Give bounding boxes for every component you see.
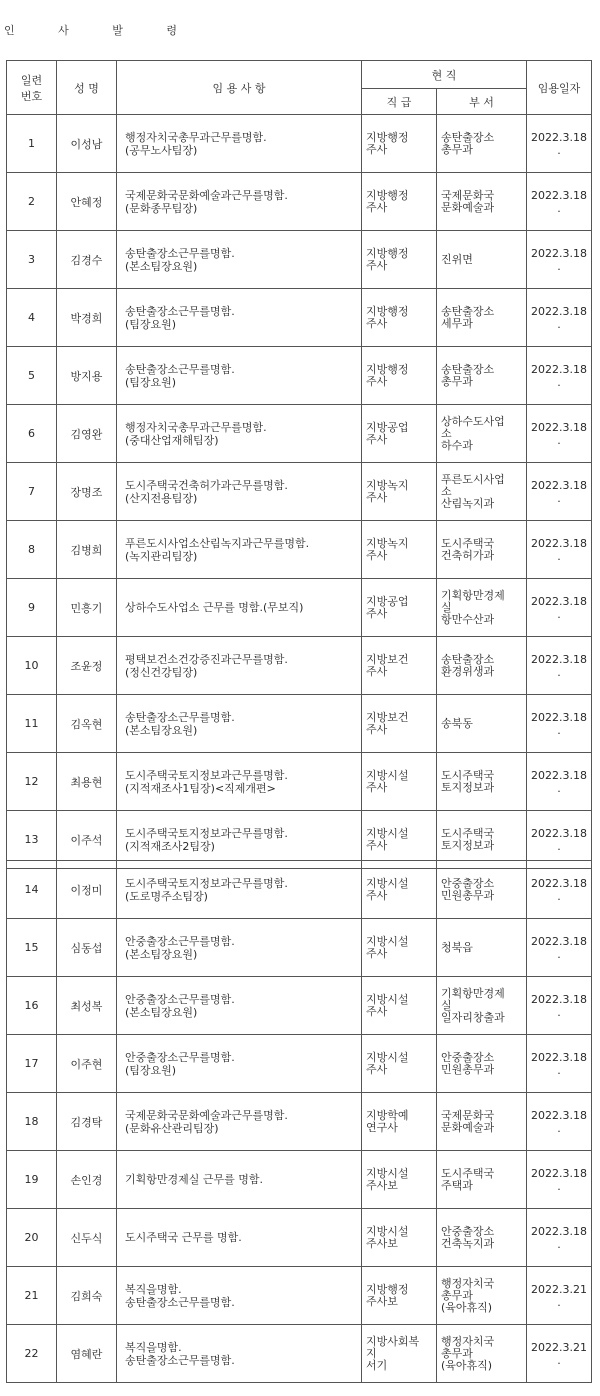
- row-appointment: 도시주택국건축허가과근무를명함. (산지전용팀장): [117, 463, 362, 521]
- row-rank: 지방시설 주사보: [362, 1209, 437, 1267]
- row-department: 안중출장소 민원총무과: [437, 861, 527, 919]
- row-appointment: 도시주택국토지정보과근무를명함. (도로명주소팀장): [117, 861, 362, 919]
- row-appointment: 국제문화국문화예술과근무를명함. (문화유산관리팀장): [117, 1093, 362, 1151]
- row-date: 2022.3.18 .: [527, 919, 592, 977]
- row-rank: 지방사회복 지 서기: [362, 1325, 437, 1383]
- row-department: 상하수도사업 소 하수과: [437, 405, 527, 463]
- row-appointment: 송탄출장소근무를명함. (본소팀장요원): [117, 231, 362, 289]
- row-name: 안혜정: [57, 173, 117, 231]
- row-appointment: 도시주택국토지정보과근무를명함. (지적재조사1팀장)<직제개편>: [117, 753, 362, 811]
- row-appointment: 행정자치국총무과근무를명함. (중대산업재해팀장): [117, 405, 362, 463]
- row-appointment: 평택보건소건강증진과근무를명함. (정신건강팀장): [117, 637, 362, 695]
- table-row: [7, 919, 592, 977]
- row-appointment: 복직을명함. 송탄출장소근무를명함.: [117, 1325, 362, 1383]
- row-date: 2022.3.18 .: [527, 231, 592, 289]
- row-name: 박경희: [57, 289, 117, 347]
- row-name: 김옥현: [57, 695, 117, 753]
- document-title: 인 사 발 령: [4, 24, 197, 37]
- row-name: 김경탁: [57, 1093, 117, 1151]
- table-row: [7, 405, 592, 463]
- row-date: 2022.3.18 .: [527, 753, 592, 811]
- row-number: 4: [7, 289, 57, 347]
- table-row: [7, 1267, 592, 1325]
- table-row: [7, 289, 592, 347]
- row-date: 2022.3.21 .: [527, 1267, 592, 1325]
- row-name: 김병희: [57, 521, 117, 579]
- row-department: 기획항만경제 실 항만수산과: [437, 579, 527, 637]
- row-department: 송탄출장소 총무과: [437, 347, 527, 405]
- row-name: 최성복: [57, 977, 117, 1035]
- row-appointment: 안중출장소근무를명함. (본소팀장요원): [117, 919, 362, 977]
- row-date: 2022.3.18 .: [527, 637, 592, 695]
- row-department: 도시주택국 토지정보과: [437, 753, 527, 811]
- table-row: [7, 115, 592, 173]
- row-department: 도시주택국 건축허가과: [437, 521, 527, 579]
- row-name: 이주석: [57, 811, 117, 869]
- row-rank: 지방공업 주사: [362, 579, 437, 637]
- row-name: 최용현: [57, 753, 117, 811]
- row-rank: 지방시설 주사: [362, 811, 437, 869]
- row-number: 13: [7, 811, 57, 869]
- row-appointment: 도시주택국 근무를 명함.: [117, 1209, 362, 1267]
- row-number: 22: [7, 1325, 57, 1383]
- row-department: 도시주택국 토지정보과: [437, 811, 527, 869]
- row-appointment: 기획항만경제실 근무를 명함.: [117, 1151, 362, 1209]
- row-appointment: 안중출장소근무를명함. (본소팀장요원): [117, 977, 362, 1035]
- table-row: [7, 463, 592, 521]
- row-department: 행정자치국 총무과 (육아휴직): [437, 1325, 527, 1383]
- row-department: 푸른도시사업 소 산림녹지과: [437, 463, 527, 521]
- header-rank: 직 급: [362, 89, 437, 115]
- row-name: 손인경: [57, 1151, 117, 1209]
- row-department: 안중출장소 건축녹지과: [437, 1209, 527, 1267]
- table-row: [7, 173, 592, 231]
- row-number: 6: [7, 405, 57, 463]
- row-rank: 지방학예 연구사: [362, 1093, 437, 1151]
- row-date: 2022.3.18 .: [527, 977, 592, 1035]
- header-no: 일련 번호: [7, 61, 57, 115]
- row-department: 송북동: [437, 695, 527, 753]
- table-row: [7, 977, 592, 1035]
- row-date: 2022.3.18 .: [527, 811, 592, 869]
- header-dept: 부 서: [437, 89, 527, 115]
- row-number: 11: [7, 695, 57, 753]
- row-date: 2022.3.18 .: [527, 347, 592, 405]
- row-department: 청북읍: [437, 919, 527, 977]
- row-name: 민흥기: [57, 579, 117, 637]
- row-number: 14: [7, 861, 57, 919]
- row-name: 조윤정: [57, 637, 117, 695]
- table-row: [7, 1151, 592, 1209]
- row-rank: 지방행정 주사: [362, 289, 437, 347]
- row-name: 이정미: [57, 861, 117, 919]
- row-number: 15: [7, 919, 57, 977]
- row-name: 방지용: [57, 347, 117, 405]
- row-rank: 지방시설 주사보: [362, 1151, 437, 1209]
- table-row: [7, 1209, 592, 1267]
- row-name: 김경수: [57, 231, 117, 289]
- row-number: 9: [7, 579, 57, 637]
- table-row: [7, 1035, 592, 1093]
- row-rank: 지방녹지 주사: [362, 463, 437, 521]
- table-row: [7, 1325, 592, 1383]
- row-number: 10: [7, 637, 57, 695]
- row-appointment: 송탄출장소근무를명함. (팀장요원): [117, 289, 362, 347]
- table-row: [7, 753, 592, 811]
- row-appointment: 행정자치국총무과근무를명함. (공무노사팀장): [117, 115, 362, 173]
- table-row: [7, 347, 592, 405]
- table-row: [7, 695, 592, 753]
- row-date: 2022.3.18 .: [527, 579, 592, 637]
- row-appointment: 송탄출장소근무를명함. (본소팀장요원): [117, 695, 362, 753]
- row-name: 심동섭: [57, 919, 117, 977]
- row-department: 송탄출장소 세무과: [437, 289, 527, 347]
- row-name: 김희숙: [57, 1267, 117, 1325]
- row-date: 2022.3.18 .: [527, 521, 592, 579]
- row-number: 16: [7, 977, 57, 1035]
- row-department: 송탄출장소 환경위생과: [437, 637, 527, 695]
- table-row: [7, 231, 592, 289]
- row-department: 도시주택국 주택과: [437, 1151, 527, 1209]
- row-appointment: 푸른도시사업소산림녹지과근무를명함. (녹지관리팀장): [117, 521, 362, 579]
- table-row: [7, 521, 592, 579]
- row-date: 2022.3.18 .: [527, 289, 592, 347]
- row-department: 안중출장소 민원총무과: [437, 1035, 527, 1093]
- row-number: 20: [7, 1209, 57, 1267]
- row-name: 이성남: [57, 115, 117, 173]
- row-department: 국제문화국 문화예술과: [437, 1093, 527, 1151]
- row-rank: 지방시설 주사: [362, 861, 437, 919]
- row-number: 2: [7, 173, 57, 231]
- row-date: 2022.3.18 .: [527, 1035, 592, 1093]
- table-row: [7, 1093, 592, 1151]
- row-number: 5: [7, 347, 57, 405]
- row-rank: 지방시설 주사: [362, 753, 437, 811]
- row-name: 장명조: [57, 463, 117, 521]
- row-date: 2022.3.18 .: [527, 1151, 592, 1209]
- row-date: 2022.3.18 .: [527, 405, 592, 463]
- row-number: 8: [7, 521, 57, 579]
- row-number: 7: [7, 463, 57, 521]
- row-appointment: 국제문화국문화예술과근무를명함. (문화종무팀장): [117, 173, 362, 231]
- table-row: [7, 637, 592, 695]
- row-appointment: 송탄출장소근무를명함. (팀장요원): [117, 347, 362, 405]
- row-department: 송탄출장소 총무과: [437, 115, 527, 173]
- table-row: [7, 579, 592, 637]
- row-rank: 지방시설 주사: [362, 919, 437, 977]
- row-rank: 지방행정 주사: [362, 173, 437, 231]
- row-rank: 지방행정 주사: [362, 231, 437, 289]
- row-rank: 지방공업 주사: [362, 405, 437, 463]
- header-appointment: 임 용 사 항: [117, 61, 362, 115]
- row-rank: 지방보건 주사: [362, 695, 437, 753]
- row-date: 2022.3.18 .: [527, 695, 592, 753]
- appointment-table-page1: [6, 60, 592, 869]
- row-name: 이주현: [57, 1035, 117, 1093]
- row-rank: 지방행정 주사보: [362, 1267, 437, 1325]
- row-rank: 지방시설 주사: [362, 977, 437, 1035]
- header-name: 성 명: [57, 61, 117, 115]
- header-current: 현 직: [362, 61, 527, 89]
- row-number: 3: [7, 231, 57, 289]
- row-date: 2022.3.18 .: [527, 173, 592, 231]
- row-date: 2022.3.21 .: [527, 1325, 592, 1383]
- row-appointment: 복직을명함. 송탄출장소근무를명함.: [117, 1267, 362, 1325]
- row-appointment: 안중출장소근무를명함. (팀장요원): [117, 1035, 362, 1093]
- row-department: 기획항만경제 실 일자리창출과: [437, 977, 527, 1035]
- row-number: 21: [7, 1267, 57, 1325]
- row-number: 18: [7, 1093, 57, 1151]
- row-number: 1: [7, 115, 57, 173]
- row-department: 국제문화국 문화예술과: [437, 173, 527, 231]
- row-date: 2022.3.18 .: [527, 115, 592, 173]
- row-name: 염혜란: [57, 1325, 117, 1383]
- row-number: 19: [7, 1151, 57, 1209]
- row-number: 12: [7, 753, 57, 811]
- appointment-table-page2: [6, 860, 592, 1383]
- row-date: 2022.3.18 .: [527, 1209, 592, 1267]
- row-department: 행정자치국 총무과 (육아휴직): [437, 1267, 527, 1325]
- row-date: 2022.3.18 .: [527, 463, 592, 521]
- row-rank: 지방행정 주사: [362, 347, 437, 405]
- row-rank: 지방행정 주사: [362, 115, 437, 173]
- row-rank: 지방보건 주사: [362, 637, 437, 695]
- row-name: 신두식: [57, 1209, 117, 1267]
- row-date: 2022.3.18 .: [527, 861, 592, 919]
- row-department: 진위면: [437, 231, 527, 289]
- row-rank: 지방시설 주사: [362, 1035, 437, 1093]
- row-appointment: 상하수도사업소 근무를 명함.(무보직): [117, 579, 362, 637]
- row-number: 17: [7, 1035, 57, 1093]
- row-appointment: 도시주택국토지정보과근무를명함. (지적재조사2팀장): [117, 811, 362, 869]
- row-date: 2022.3.18 .: [527, 1093, 592, 1151]
- header-date: 임용일자: [527, 61, 592, 115]
- row-name: 김영완: [57, 405, 117, 463]
- table-row: [7, 861, 592, 919]
- row-rank: 지방녹지 주사: [362, 521, 437, 579]
